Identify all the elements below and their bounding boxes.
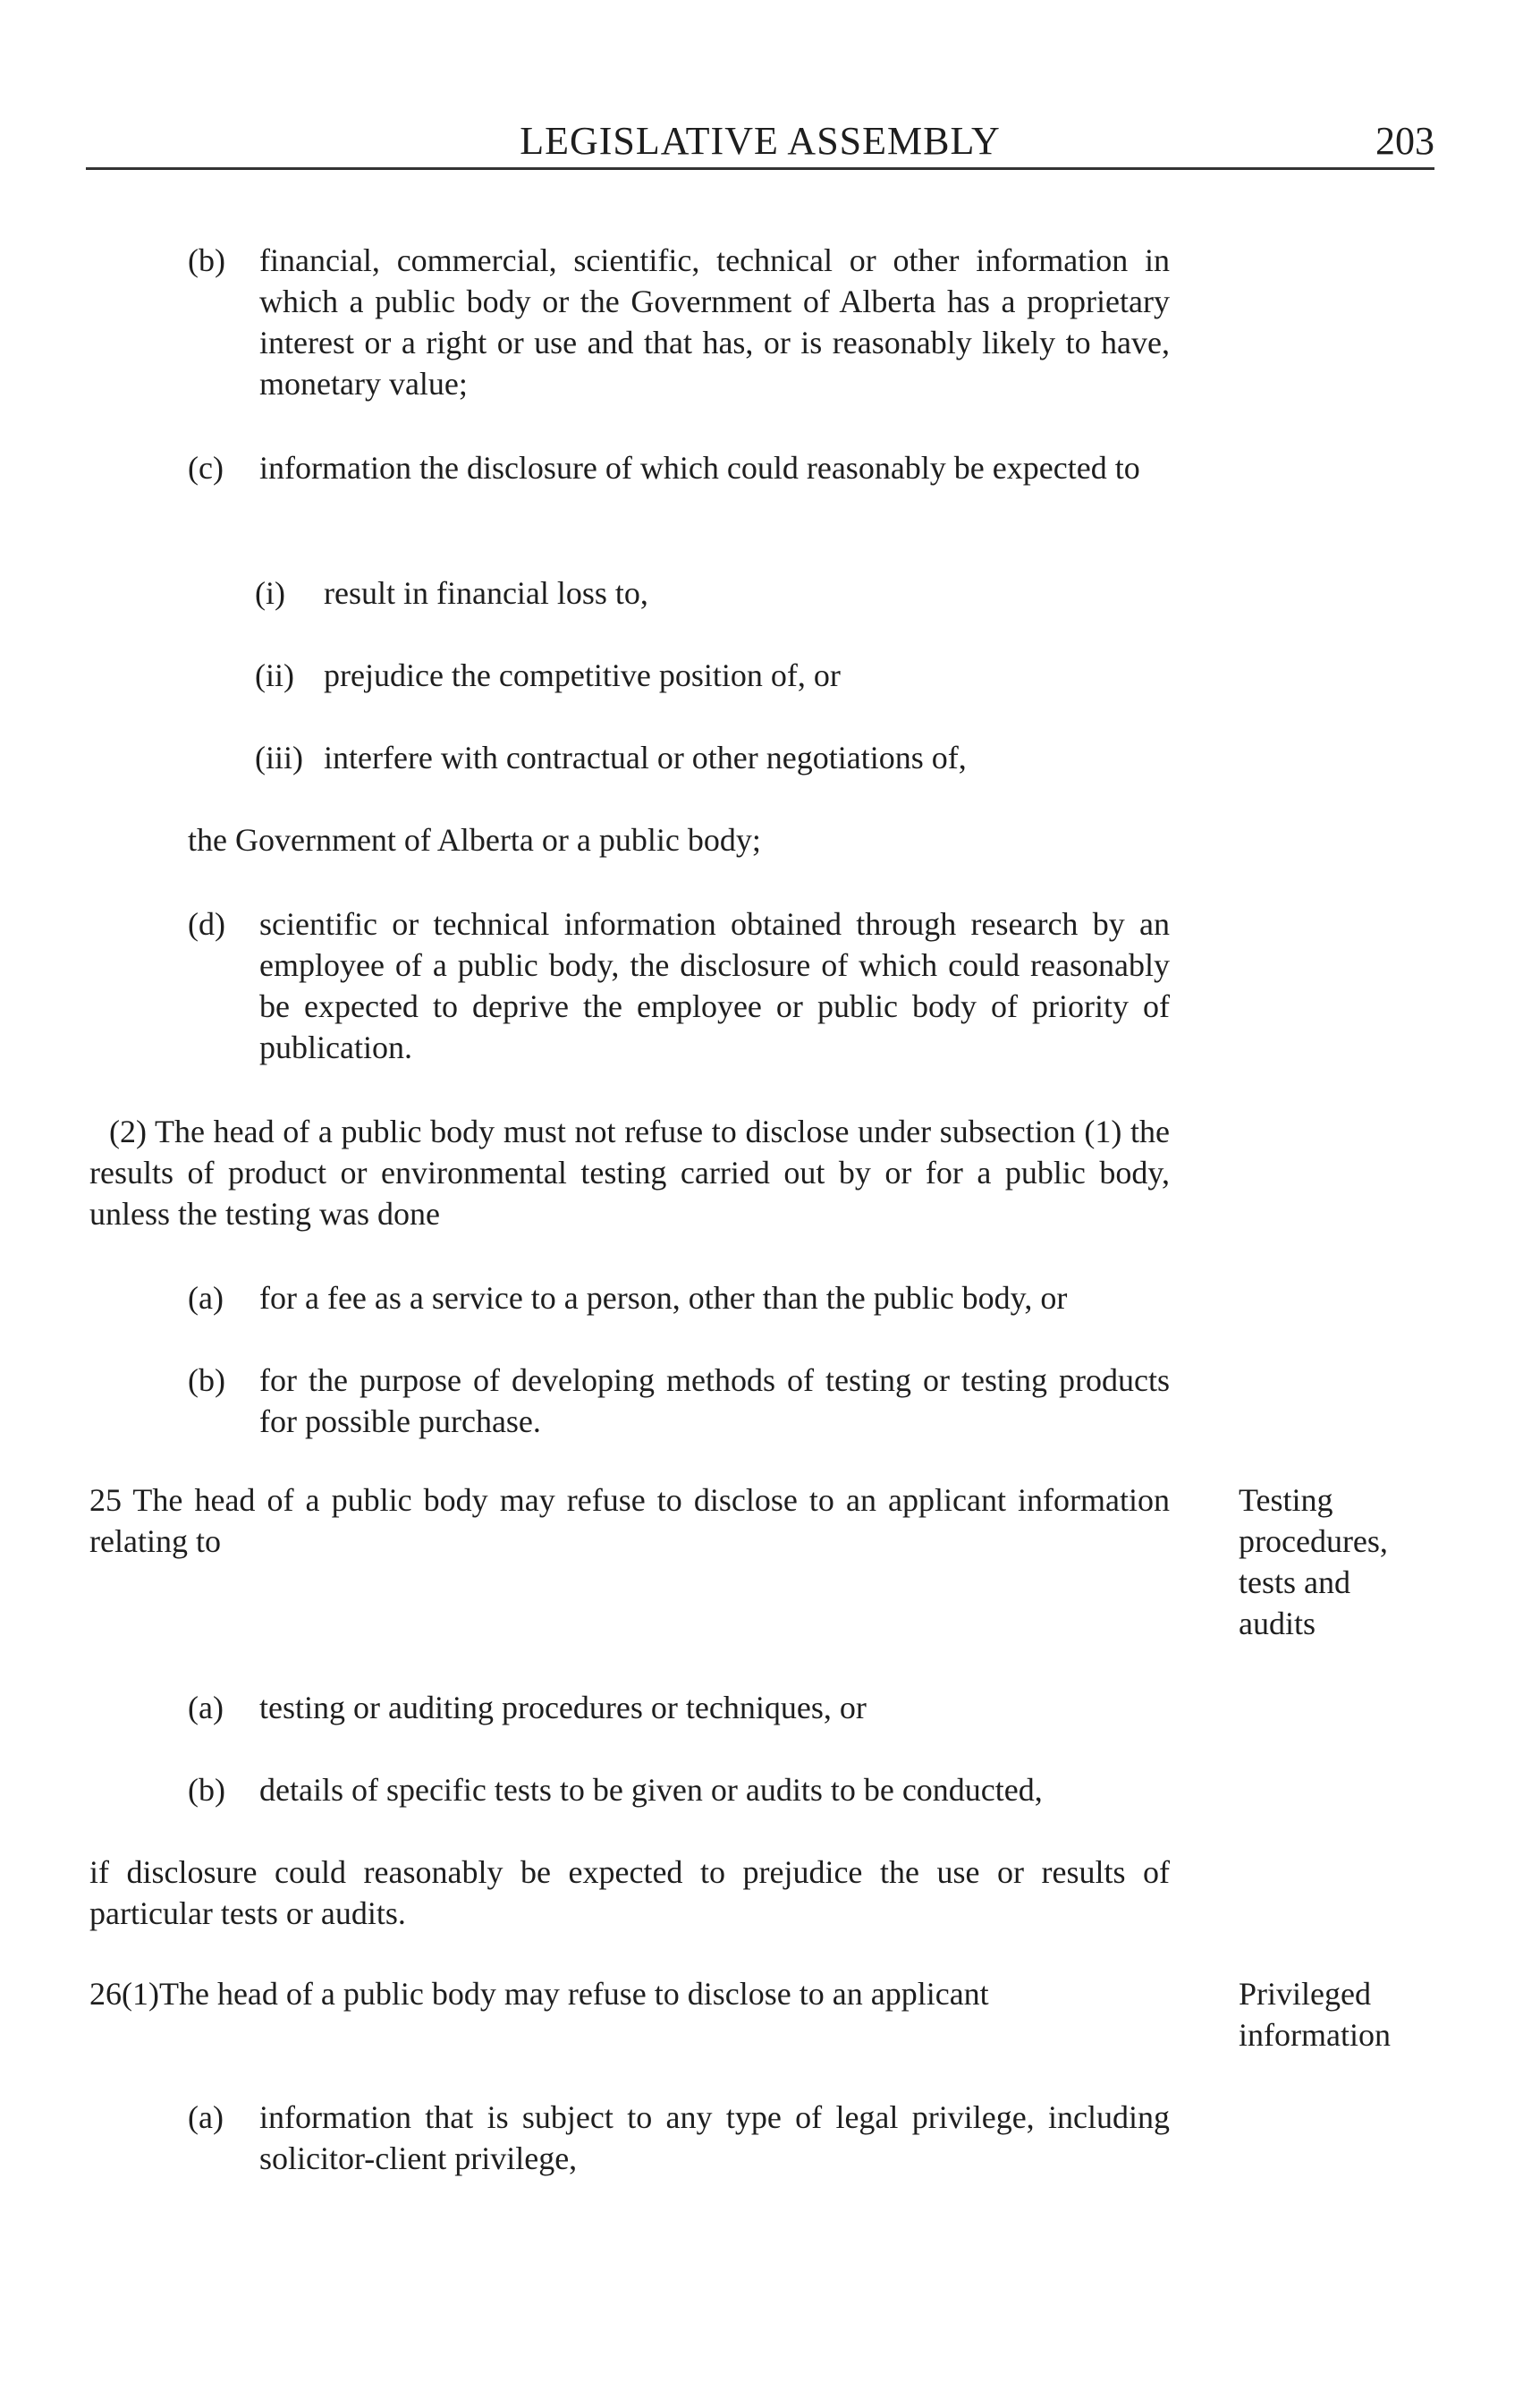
- subsection-2-a-text: for a fee as a service to a person, other than the public body, or: [259, 1280, 1068, 1316]
- margin-note-line: Privileged: [1239, 1976, 1371, 2012]
- margin-note-testing: [1239, 1479, 1444, 1644]
- clause-label-b: (b): [188, 242, 225, 278]
- subsection-2-b-text: for the purpose of developing methods of testing or testing products for possible purchase.: [259, 1362, 1170, 1439]
- section-25-label-a: (a): [188, 1690, 224, 1725]
- section-25-tail: if disclosure could reasonably be expected to prejudice the use or results of particular tests or audits.: [89, 1854, 1170, 1931]
- section-25-a-text: testing or auditing procedures or techniques, or: [259, 1690, 867, 1725]
- running-header-title: LEGISLATIVE ASSEMBLY: [520, 119, 1001, 163]
- section-26-a-text: information that is subject to any type of legal privilege, including solicitor-client privilege,: [259, 2099, 1170, 2176]
- page-number: 203: [1375, 119, 1434, 163]
- margin-note-line: audits: [1239, 1606, 1316, 1641]
- margin-note-line: procedures,: [1239, 1523, 1388, 1559]
- clause-c-tail: the Government of Alberta or a public body;: [188, 822, 761, 858]
- subclause-i-text: result in financial loss to,: [324, 575, 648, 611]
- subsection-2-label-a: (a): [188, 1280, 224, 1316]
- header-rule: [86, 167, 1434, 170]
- margin-note-line: information: [1239, 2017, 1391, 2053]
- section-26-label-a: (a): [188, 2099, 224, 2135]
- clause-c-text: information the disclosure of which could reasonably be expected to: [259, 450, 1140, 486]
- clause-d-text: scientific or technical information obtained through research by an employee of a public body, the disclosure of which could reasonably be expected to deprive the employee or public body of priority of publication.: [259, 906, 1170, 1065]
- section-25-b-text: details of specific tests to be given or audits to be conducted,: [259, 1772, 1043, 1808]
- section-25-text: 25 The head of a public body may refuse to disclose to an applicant information relating to: [89, 1482, 1170, 1559]
- subclause-iii-text: interfere with contractual or other negotiations of,: [324, 740, 967, 775]
- subclause-ii-text: prejudice the competitive position of, or: [324, 657, 841, 693]
- clause-label-c: (c): [188, 450, 224, 486]
- section-26-text: 26(1)The head of a public body may refuse to disclose to an applicant: [89, 1976, 989, 2012]
- section-25-label-b: (b): [188, 1772, 225, 1808]
- margin-note-line: Testing: [1239, 1482, 1333, 1518]
- subclause-label-i: (i): [255, 575, 285, 611]
- margin-note-privileged: [1239, 1973, 1444, 2055]
- margin-note-line: tests and: [1239, 1564, 1350, 1600]
- clause-b-text: financial, commercial, scientific, technical or other information in which a public body or the Government of Alberta has a proprietary interest or a right or use and that has, or is reasonably likely to have, monetary value;: [259, 242, 1170, 402]
- subsection-2-label-b: (b): [188, 1362, 225, 1398]
- subclause-label-ii: (ii): [255, 657, 294, 693]
- subsection-2-text: (2) The head of a public body must not refuse to disclose under subsection (1) the results of product or environmental testing carried out by or for a public body, unless the testing was done: [89, 1114, 1170, 1232]
- subclause-label-iii: (iii): [255, 740, 303, 775]
- clause-label-d: (d): [188, 906, 225, 942]
